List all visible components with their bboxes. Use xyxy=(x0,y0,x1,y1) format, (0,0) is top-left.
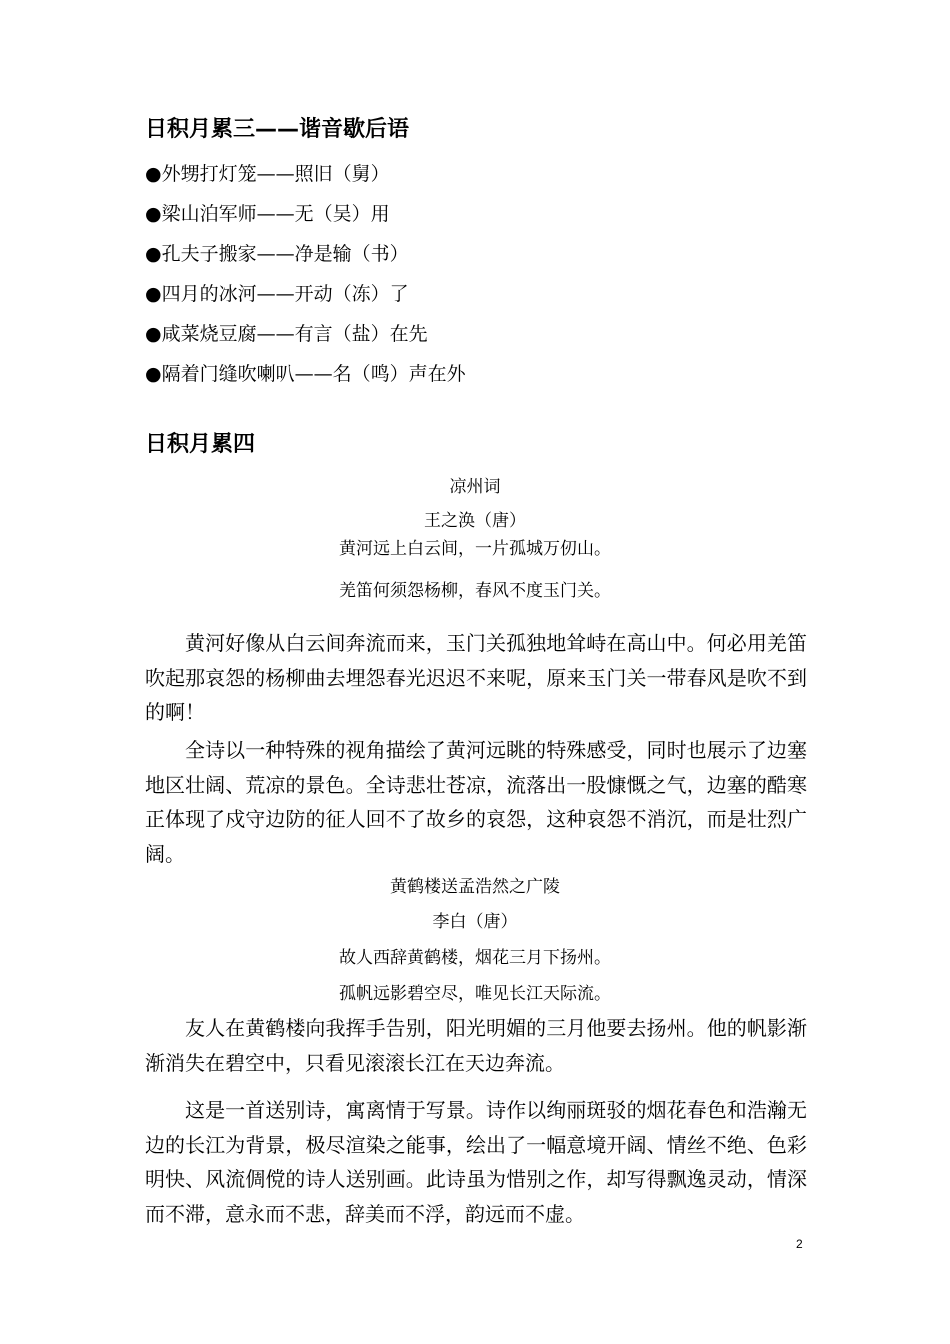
bullet-icon: ● xyxy=(145,163,162,185)
page-number: 2 xyxy=(796,1237,803,1251)
bullet-icon: ● xyxy=(145,323,162,345)
section3-title: 日积月累三——谐音歇后语 xyxy=(145,117,410,142)
poem1-line: 羌笛何须怨杨柳，春风不度玉门关。 xyxy=(339,581,611,601)
list-item-text: 四月的冰河——开动（冻）了 xyxy=(161,283,409,305)
list-item-text: 孔夫子搬家——净是输（书） xyxy=(161,243,409,265)
poem2-title: 黄鹤楼送孟浩然之广陵 xyxy=(390,877,560,897)
bullet-icon: ● xyxy=(145,283,162,305)
list-item-text: 外甥打灯笼——照旧（舅） xyxy=(161,163,390,185)
poem1-title: 凉州词 xyxy=(449,477,501,497)
bullet-icon: ● xyxy=(145,243,162,265)
poem1-line: 黄河远上白云间，一片孤城万仞山。 xyxy=(339,539,611,559)
poem2-line: 孤帆远影碧空尽，唯见长江天际流。 xyxy=(339,984,611,1004)
poem1-author: 王之涣（唐） xyxy=(424,511,526,531)
poem1-paragraph: 黄河好像从白云间奔流而来，玉门关孤独地耸峙在高山中。何必用羌笛吹起那哀怨的杨柳曲去埋怨春光迟迟不来呢，原来玉门关一带春风是吹不到的啊！ xyxy=(145,631,807,724)
list-item xyxy=(145,200,390,228)
list-item xyxy=(145,320,428,348)
bullet-icon: ● xyxy=(145,203,162,225)
poem2-line: 故人西辞黄鹤楼，烟花三月下扬州。 xyxy=(339,948,611,968)
poem2-paragraph: 这是一首送别诗，寓离情于写景。诗作以绚丽斑驳的烟花春色和浩瀚无边的长江为背景，极尽渲染之能事，绘出了一幅意境开阔、情丝不绝、色彩明快、风流倜傥的诗人送别画。此诗虽为惜别之作，却写得飘逸灵动，情深而不滞，意永而不悲，辞美而不浮，韵远而不虚。 xyxy=(145,1098,807,1226)
poem2-author: 李白（唐） xyxy=(432,912,518,932)
list-item xyxy=(145,280,409,308)
bullet-icon: ● xyxy=(145,363,162,385)
list-item xyxy=(145,160,390,188)
list-item-text: 梁山泊军师——无（吴）用 xyxy=(161,203,390,225)
list-item xyxy=(145,360,466,388)
section4-title: 日积月累四 xyxy=(145,432,256,457)
poem1-paragraph: 全诗以一种特殊的视角描绘了黄河远眺的特殊感受，同时也展示了边塞地区壮阔、荒凉的景色。全诗悲壮苍凉，流落出一股慷慨之气，边塞的酷寒正体现了戍守边防的征人回不了故乡的哀怨，这种哀怨不消沉，而是壮烈广阔。 xyxy=(145,738,807,866)
list-item-text: 咸菜烧豆腐——有言（盐）在先 xyxy=(161,323,428,345)
list-item-text: 隔着门缝吹喇叭——名（鸣）声在外 xyxy=(161,363,466,385)
poem2-paragraph: 友人在黄鹤楼向我挥手告别，阳光明媚的三月他要去扬州。他的帆影渐渐消失在碧空中，只看见滚滚长江在天边奔流。 xyxy=(145,1016,807,1075)
list-item xyxy=(145,240,409,268)
